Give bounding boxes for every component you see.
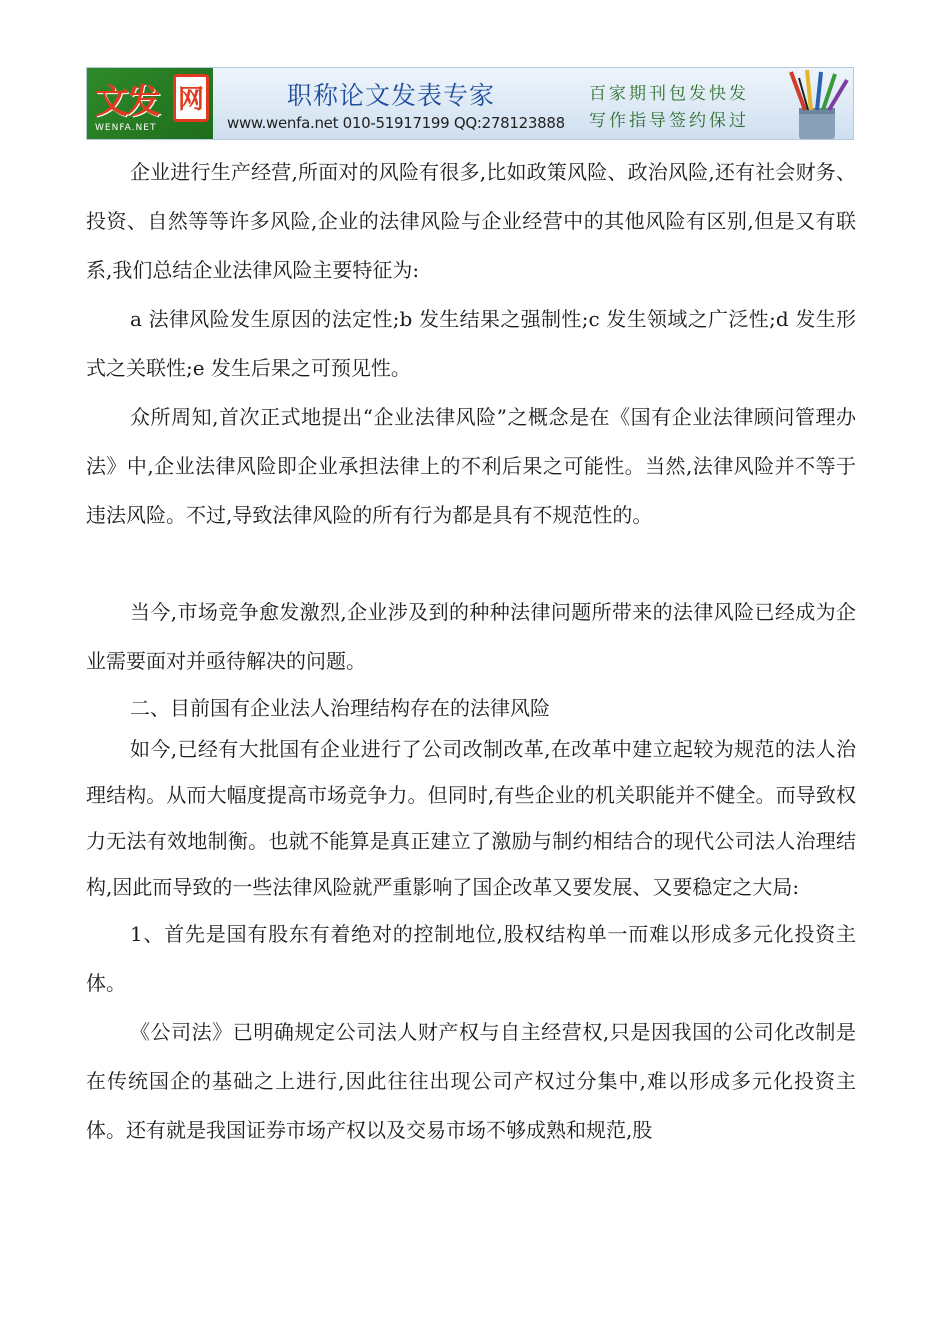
section-heading: 二、目前国有企业法人治理结构存在的法律风险 — [130, 696, 550, 720]
paragraph-2: a 法律风险发生原因的法定性;b 发生结果之强制性;c 发生领域之广泛性;d 发生形式之关联性;e 发生后果之可预见性。 — [86, 307, 856, 380]
logo-text: 文发 — [95, 82, 159, 122]
paragraph-1: 企业进行生产经营,所面对的风险有很多,比如政策风险、政治风险,还有社会财务、投资、自然等等许多风险,企业的法律风险与企业经营中的其他风险有区别,但是又有联系,我们总结企业法律风险主要特征为: — [86, 160, 856, 282]
logo-subtext: WENFA.NET — [95, 123, 157, 133]
header-banner — [86, 67, 854, 140]
site-logo[interactable] — [87, 68, 213, 139]
banner-slogan-1: 百家期刊包发快发 — [589, 84, 749, 104]
document-body — [86, 148, 856, 1155]
paragraph-spacer — [86, 540, 856, 588]
banner-title: 职称论文发表专家 — [287, 81, 496, 110]
paragraph-6: 1、首先是国有股东有着绝对的控制地位,股权结构单一而难以形成多元化投资主体。 — [86, 922, 856, 995]
paragraph-5: 如今,已经有大批国有企业进行了公司改制改革,在改革中建立起较为规范的法人治理结构。从而大幅度提高市场竞争力。但同时,有些企业的机关职能并不健全。而导致权力无法有效地制衡。也就不能算是真正建立了激励与制约相结合的现代公司法人治理结构,因此而导致的一些法律风险就严重影响了国企改革又要发展、又要稳定之大局: — [86, 737, 856, 899]
pens-icon — [777, 68, 854, 139]
logo-box-text: 网 — [173, 74, 209, 122]
paragraph-4: 当今,市场竞争愈发激烈,企业涉及到的种种法律问题所带来的法律风险已经成为企业需要面对并亟待解决的问题。 — [86, 600, 856, 673]
paragraph-3: 众所周知,首次正式地提出“企业法律风险”之概念是在《国有企业法律顾问管理办法》中,企业法律风险即企业承担法律上的不利后果之可能性。当然,法律风险并不等于违法风险。不过,导致法律风险的所有行为都是具有不规范性的。 — [86, 405, 856, 527]
banner-slogan-2: 写作指导签约保过 — [589, 111, 749, 131]
paragraph-7: 《公司法》已明确规定公司法人财产权与自主经营权,只是因我国的公司化改制是在传统国企的基础之上进行,因此往往出现公司产权过分集中,难以形成多元化投资主体。还有就是我国证券市场产权以及交易市场不够成熟和规范,股 — [86, 1020, 856, 1142]
banner-contact: www.wenfa.net 010-51917199 QQ:278123888 — [227, 114, 565, 132]
